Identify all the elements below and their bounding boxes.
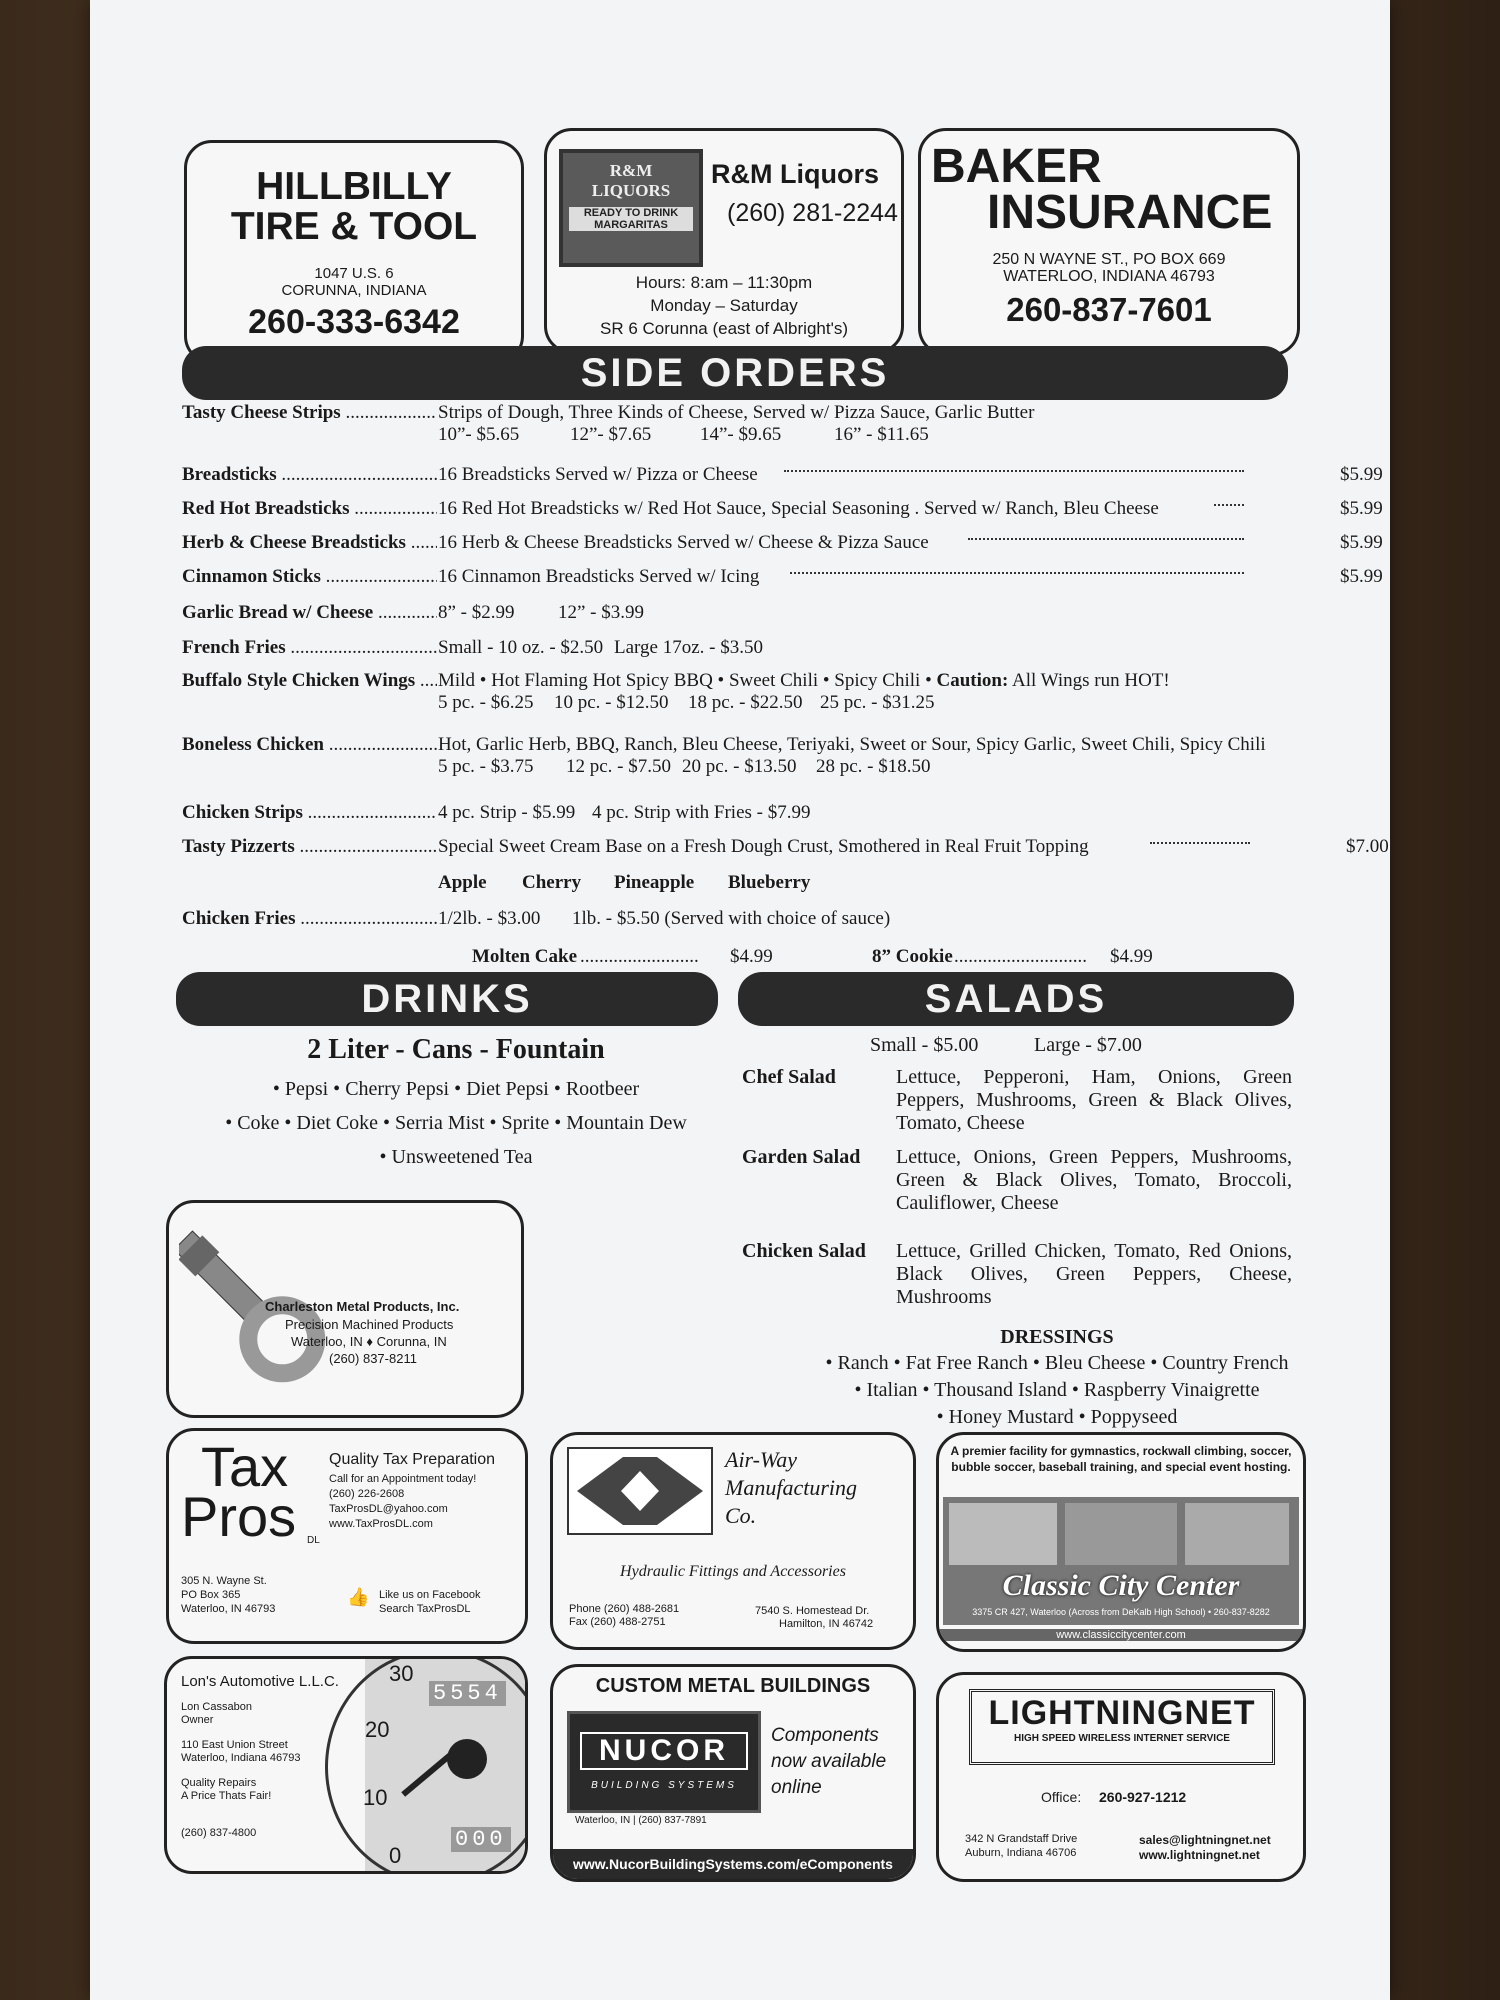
item-name: French Fries ..... bbox=[182, 637, 437, 659]
item-name: Tasty Pizzerts ..... bbox=[182, 836, 437, 858]
item-size: 10 pc. - $12.50 bbox=[554, 692, 669, 713]
item-size: 20 pc. - $13.50 bbox=[682, 756, 797, 777]
taxpros-ad bbox=[166, 1428, 528, 1644]
dressings-line2: • Italian • Thousand Island • Raspberry Vinaigrette bbox=[854, 1379, 1260, 1401]
item-desc: Special Sweet Cream Base on a Fresh Dough Crust, Smothered in Real Fruit Topping bbox=[438, 836, 1089, 857]
nucor-web: www.NucorBuildingSystems.com/eComponents bbox=[553, 1849, 913, 1879]
bubble-soccer-photo bbox=[1185, 1503, 1289, 1565]
flavor-apple: Apple bbox=[438, 872, 487, 893]
dressings-line1: • Ranch • Fat Free Ranch • Bleu Cheese • Country French bbox=[825, 1352, 1289, 1374]
item-name: Chicken Fries ..... bbox=[182, 908, 437, 930]
item-size: 18 pc. - $22.50 bbox=[688, 692, 803, 713]
lightningnet-office-phone: 260-927-1212 bbox=[1099, 1789, 1187, 1805]
item-size: 28 pc. - $18.50 bbox=[816, 756, 931, 777]
item-desc: 16 Herb & Cheese Breadsticks Served w/ Cheese & Pizza Sauce bbox=[438, 532, 929, 553]
item-size: 5 pc. - $6.25 bbox=[438, 692, 534, 713]
lightningnet-web: www.lightningnet.net bbox=[1139, 1848, 1260, 1862]
cookie-name: 8” Cookie bbox=[872, 946, 953, 967]
baker-addr2: WATERLOO, INDIANA 46793 bbox=[1003, 268, 1215, 285]
taxpros-fb1: Like us on Facebook bbox=[379, 1589, 481, 1601]
item-desc: 16 Breadsticks Served w/ Pizza or Cheese bbox=[438, 464, 758, 485]
salad-name: Chicken Salad bbox=[742, 1240, 866, 1262]
caution-text: All Wings run HOT! bbox=[1011, 670, 1170, 691]
nucor-logo bbox=[567, 1711, 761, 1813]
airway-name1: Air-Way bbox=[725, 1447, 798, 1472]
classic-city-ad bbox=[936, 1432, 1306, 1652]
hillbilly-addr2: CORUNNA, INDIANA bbox=[281, 282, 427, 299]
cookie-price: $4.99 bbox=[1110, 946, 1153, 967]
gauge-20: 20 bbox=[365, 1717, 390, 1742]
odometer-bottom: 000 bbox=[451, 1827, 511, 1852]
item-name: Garlic Bread w/ Cheese ..... bbox=[182, 602, 437, 624]
item-name: Herb & Cheese Breadsticks ..... bbox=[182, 532, 437, 554]
lightningnet-logo-text: LIGHTNINGNET bbox=[988, 1694, 1256, 1732]
charleston-line2: Waterloo, IN ♦ Corunna, IN bbox=[291, 1334, 447, 1349]
nucor-title: CUSTOM METAL BUILDINGS bbox=[595, 1675, 871, 1697]
lons-name: Lon's Automotive L.L.C. bbox=[181, 1673, 339, 1690]
lightningnet-office-label: Office: bbox=[1041, 1789, 1082, 1805]
airway-addr1: 7540 S. Homestead Dr. bbox=[755, 1605, 870, 1617]
lons-automotive-ad bbox=[164, 1656, 528, 1874]
item-size: 1/2lb. - $3.00 bbox=[438, 908, 541, 929]
taxpros-logo-line2: Pros bbox=[181, 1485, 297, 1548]
nucor-side1: Components bbox=[771, 1725, 879, 1746]
salad-name: Garden Salad bbox=[742, 1146, 861, 1168]
drinks-line1: • Pepsi • Cherry Pepsi • Diet Pepsi • Rootbeer bbox=[272, 1078, 640, 1100]
item-desc: Strips of Dough, Three Kinds of Cheese, Served w/ Pizza Sauce, Garlic Butter bbox=[438, 402, 1035, 423]
item-size: 1lb. - $5.50 (Served with choice of sauce) bbox=[572, 908, 891, 929]
gauge-10: 10 bbox=[363, 1785, 388, 1810]
lightningnet-email: sales@lightningnet.net bbox=[1139, 1833, 1271, 1847]
charleston-metal-ad bbox=[166, 1200, 524, 1418]
flavor-cherry: Cherry bbox=[522, 872, 582, 893]
taxpros-addr1: 305 N. Wayne St. bbox=[181, 1575, 267, 1587]
charleston-line1: Precision Machined Products bbox=[285, 1317, 454, 1332]
item-name: Red Hot Breadsticks ..... bbox=[182, 498, 437, 520]
field-photo bbox=[1065, 1503, 1177, 1565]
dressings-line3: • Honey Mustard • Poppyseed bbox=[936, 1406, 1178, 1428]
item-name: Boneless Chicken ..... bbox=[182, 734, 437, 756]
nucor-side2: now available bbox=[771, 1751, 887, 1772]
side-orders-list: Tasty Cheese Strips ..... Strips of Dough, Three Kinds of Cheese, Served w/ Pizza Sauce, Garlic Butter 10”- $5.65 12”- $7.65 14”- $9.65 16” - $11.65 Breadsticks ..... 16 Breadsticks Served w/ Pizza or Cheese $5.99 Red Hot Breadsticks ..... 16 Red Hot Breadsticks w/ Red Hot Sauce, Special Seasoning . Served w/ Ranch, Bleu Cheese $5.99 Herb & Cheese Breadsticks ..... 16 Herb & Cheese Breadsticks Served w/ Cheese & Pizza Sauce $5.99 Cinnamon Sticks ..... 16 Cinnamon Breadsticks Served w/ Icing $5.99 Garlic Bread w/ Cheese ..... 8” - $2.99 12” - $3.99 French Fries ..... Small - 10 oz. - $2.50 Large 17oz. - $3.50 Buffalo Style Chicken Wings ..... Mild • Hot Flaming Hot Spicy BBQ • Sweet Chili • Spicy Chili • Caution: All Wings run HOT! 5 pc. - $6.25 10 pc. - $12.50 18 pc. - $22.50 25 pc. - $31.25 Boneless Chicken ..... Hot, Garlic Herb, BBQ, Ranch, Bleu Cheese, Teriyaki, Sweet or Sour, Spicy Garlic, Sweet Chili, Spicy Chili 5 pc. - $3.75 12 pc. - $7.50 20 pc. - $13.50 28 pc. - $18.50 Chicken Strips ..... 4 pc. Strip - $5.99 4 pc. Strip with Fries - $7.99 Tasty Pizzerts ..... Special Sweet Cream Base on a Fresh Dough Crust, Smothered in Real Fruit Topping $7.00 Apple Cherry Pineapple Blueberry Chicken Fries ..... 1/2lb. - $3.00 1lb. - $5.50 (Served with choice of sauce) Molten Cake ......................... $4.99 8” Cookie ............................ $4.99 bbox=[92, 400, 1332, 980]
rm-logo-line2: LIQUORS bbox=[591, 181, 671, 200]
lons-phone: (260) 837-4800 bbox=[181, 1827, 257, 1839]
charleston-name: Charleston Metal Products, Inc. bbox=[265, 1299, 460, 1314]
side-orders-title: SIDE ORDERS bbox=[580, 351, 890, 395]
thumbs-up-icon: 👍 bbox=[347, 1587, 370, 1607]
taxpros-logo-line1: Tax bbox=[201, 1435, 289, 1498]
item-size: 25 pc. - $31.25 bbox=[820, 692, 935, 713]
salad-name: Chef Salad bbox=[742, 1066, 836, 1088]
caution-label: Caution: bbox=[936, 670, 1009, 691]
salad-desc: Lettuce, Onions, Green Peppers, Mushrooms, Green & Black Olives, Tomato, Broccoli, Cauliflower, Cheese bbox=[896, 1146, 1292, 1214]
wing-flavors: Mild • Hot Flaming Hot Spicy BBQ • Sweet Chili • Spicy Chili • bbox=[438, 670, 932, 691]
item-price: $5.99 bbox=[1340, 464, 1383, 485]
hillbilly-addr1: 1047 U.S. 6 bbox=[314, 265, 394, 282]
rockwall-photo bbox=[949, 1503, 1057, 1565]
item-size: Small - 10 oz. - $2.50 bbox=[438, 637, 604, 658]
item-name: Tasty Cheese Strips ..... bbox=[182, 402, 437, 424]
item-size: 5 pc. - $3.75 bbox=[438, 756, 534, 777]
rm-logo-line3: READY TO DRINK bbox=[569, 207, 693, 219]
item-size: 8” - $2.99 bbox=[438, 602, 515, 623]
classic-name: Classic City Center bbox=[1002, 1569, 1240, 1602]
baker-addr1: 250 N WAYNE ST., PO BOX 669 bbox=[992, 251, 1226, 268]
item-size: 4 pc. Strip - $5.99 bbox=[438, 802, 576, 823]
taxpros-email: TaxProsDL@yahoo.com bbox=[329, 1503, 448, 1515]
classic-addr: 3375 CR 427, Waterloo (Across from DeKalb High School) • 260-837-8282 bbox=[972, 1607, 1270, 1617]
gauge-30: 30 bbox=[389, 1661, 414, 1686]
salad-large-price: Large - $7.00 bbox=[1034, 1034, 1142, 1056]
lightningnet-logo bbox=[969, 1689, 1275, 1765]
airway-ad bbox=[550, 1432, 916, 1650]
lons-addr1: 110 East Union Street bbox=[181, 1739, 288, 1751]
rm-logo-line4: MARGARITAS bbox=[569, 219, 693, 231]
taxpros-addr2: PO Box 365 bbox=[181, 1589, 241, 1601]
gauge-0: 0 bbox=[389, 1843, 402, 1868]
airway-fax: Fax (260) 488-2751 bbox=[569, 1616, 666, 1628]
lons-tag1: Quality Repairs bbox=[181, 1777, 257, 1789]
molten-cake-name: Molten Cake bbox=[472, 946, 578, 967]
item-desc: 16 Cinnamon Breadsticks Served w/ Icing bbox=[438, 566, 760, 587]
lons-owner: Owner bbox=[181, 1714, 214, 1726]
hillbilly-phone: 260-333-6342 bbox=[248, 303, 460, 341]
airway-addr2: Hamilton, IN 46742 bbox=[779, 1618, 874, 1630]
lons-tag2: A Price Thats Fair! bbox=[181, 1790, 272, 1802]
item-price: $5.99 bbox=[1340, 532, 1383, 553]
rm-phone: (260) 281-2244 bbox=[727, 199, 898, 227]
rm-logo-line1: R&M bbox=[609, 161, 653, 180]
drinks-subtitle: 2 Liter - Cans - Fountain bbox=[307, 1034, 605, 1065]
item-size: 10”- $5.65 bbox=[438, 424, 520, 445]
flavor-blueberry: Blueberry bbox=[728, 872, 811, 893]
salad-small-price: Small - $5.00 bbox=[870, 1034, 979, 1056]
dressings-title: DRESSINGS bbox=[1000, 1326, 1114, 1348]
hillbilly-name-line1: HILLBILLY bbox=[256, 165, 452, 208]
item-desc: Hot, Garlic Herb, BBQ, Ranch, Bleu Cheese, Teriyaki, Sweet or Sour, Spicy Garlic, Sweet Chili, Spicy Chili bbox=[438, 734, 1266, 755]
salad-desc: Lettuce, Pepperoni, Ham, Onions, Green Peppers, Mushrooms, Green & Black Olives, Tomato, Cheese bbox=[896, 1066, 1292, 1134]
airway-phone: Phone (260) 488-2681 bbox=[569, 1603, 680, 1615]
classic-web: www.classiccitycenter.com bbox=[939, 1629, 1303, 1641]
airway-logo-icon bbox=[567, 1447, 713, 1535]
rm-hours: Hours: 8:am – 11:30pm bbox=[635, 273, 813, 292]
item-name: Breadsticks ..... bbox=[182, 464, 437, 486]
nucor-ad bbox=[550, 1664, 916, 1882]
item-price: $7.00 bbox=[1346, 836, 1389, 857]
molten-cake-price: $4.99 bbox=[730, 946, 773, 967]
taxpros-fb2: Search TaxProsDL bbox=[379, 1603, 471, 1615]
lightningnet-ad bbox=[936, 1672, 1306, 1882]
item-name: Buffalo Style Chicken Wings ..... bbox=[182, 670, 437, 692]
salad-desc: Lettuce, Grilled Chicken, Tomato, Red Onions, Black Olives, Green Peppers, Cheese, Mushrooms bbox=[896, 1240, 1292, 1308]
lightningnet-addr2: Auburn, Indiana 46706 bbox=[965, 1847, 1077, 1859]
item-size: 4 pc. Strip with Fries - $7.99 bbox=[592, 802, 811, 823]
taxpros-web: www.TaxProsDL.com bbox=[329, 1518, 433, 1530]
rm-days: Monday – Saturday bbox=[650, 296, 798, 315]
item-size: 12” - $3.99 bbox=[558, 602, 645, 623]
taxpros-phone: (260) 226-2608 bbox=[329, 1488, 405, 1500]
item-price: $5.99 bbox=[1340, 566, 1383, 587]
rm-location: SR 6 Corunna (east of Albright's) bbox=[600, 319, 848, 338]
charleston-phone: (260) 837-8211 bbox=[329, 1351, 417, 1366]
item-name: Cinnamon Sticks ..... bbox=[182, 566, 437, 588]
taxpros-call: Call for an Appointment today! bbox=[329, 1473, 477, 1485]
rm-name: R&M Liquors bbox=[711, 159, 879, 189]
salads-title: SALADS bbox=[924, 977, 1108, 1021]
drinks-line3: • Unsweetened Tea bbox=[379, 1146, 533, 1168]
item-size: 14”- $9.65 bbox=[700, 424, 782, 445]
airway-tagline: Hydraulic Fittings and Accessories bbox=[620, 1563, 846, 1580]
lons-owner-name: Lon Cassabon bbox=[181, 1701, 252, 1713]
lightningnet-logo-sub: HIGH SPEED WIRELESS INTERNET SERVICE bbox=[1014, 1733, 1230, 1744]
nucor-logo-text: NUCOR bbox=[580, 1732, 748, 1770]
item-price: $5.99 bbox=[1340, 498, 1383, 519]
nucor-side3: online bbox=[771, 1777, 822, 1798]
baker-name-line1: BAKER bbox=[931, 140, 1102, 193]
lightningnet-addr1: 342 N Grandstaff Drive bbox=[965, 1833, 1078, 1845]
item-size: Large 17oz. - $3.50 bbox=[614, 637, 763, 658]
drinks-line2: • Coke • Diet Coke • Serria Mist • Sprite • Mountain Dew bbox=[225, 1112, 687, 1134]
item-desc: 16 Red Hot Breadsticks w/ Red Hot Sauce, Special Seasoning . Served w/ Ranch, Bleu Cheese bbox=[438, 498, 1159, 519]
baker-phone: 260-837-7601 bbox=[1006, 291, 1212, 328]
lons-addr2: Waterloo, Indiana 46793 bbox=[181, 1752, 301, 1764]
item-size: 12 pc. - $7.50 bbox=[566, 756, 672, 777]
taxpros-logo-sub: DL bbox=[307, 1535, 320, 1546]
baker-name-line2: INSURANCE bbox=[987, 186, 1273, 239]
nucor-loc: Waterloo, IN | (260) 837-7891 bbox=[575, 1815, 707, 1826]
odometer-top: 5554 bbox=[429, 1681, 506, 1706]
classic-photo-strip bbox=[943, 1497, 1299, 1625]
classic-headline: A premier facility for gymnastics, rockwall climbing, soccer, bubble soccer, baseball training, and special event hosting. bbox=[950, 1444, 1292, 1474]
flavor-pineapple: Pineapple bbox=[614, 872, 695, 893]
item-size: 16” - $11.65 bbox=[834, 424, 929, 445]
airway-name3: Co. bbox=[725, 1503, 757, 1528]
drinks-title: DRINKS bbox=[361, 977, 533, 1021]
item-size: 12”- $7.65 bbox=[570, 424, 652, 445]
speedometer-icon bbox=[365, 1659, 525, 1871]
taxpros-title: Quality Tax Preparation bbox=[329, 1451, 496, 1468]
taxpros-addr3: Waterloo, IN 46793 bbox=[181, 1603, 276, 1615]
hillbilly-name-line2: TIRE & TOOL bbox=[230, 205, 478, 248]
item-name: Chicken Strips ..... bbox=[182, 802, 437, 824]
nucor-logo-sub: BUILDING SYSTEMS bbox=[591, 1780, 737, 1791]
airway-name2: Manufacturing bbox=[725, 1475, 857, 1500]
